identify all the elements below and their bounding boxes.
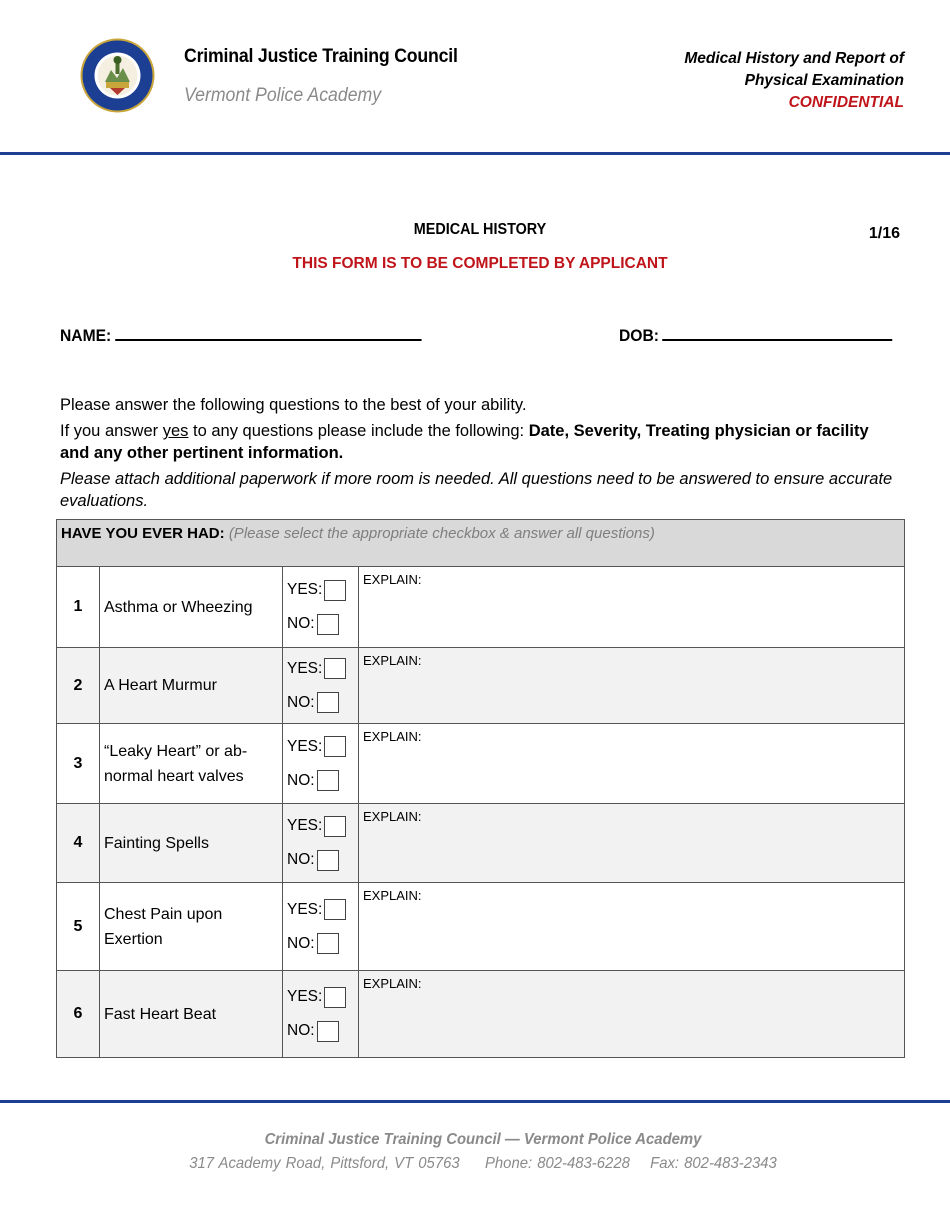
yes-label: YES: bbox=[287, 900, 323, 918]
explain-label: EXPLAIN: bbox=[363, 809, 422, 824]
yes-checkbox[interactable] bbox=[324, 816, 346, 837]
yes-checkbox[interactable] bbox=[324, 899, 346, 920]
row-condition: Chest Pain upon Exertion bbox=[100, 883, 283, 971]
page-number: 1/16 bbox=[868, 225, 900, 242]
table-header-row bbox=[57, 520, 905, 567]
no-label: NO: bbox=[287, 934, 315, 952]
no-checkbox[interactable] bbox=[317, 770, 339, 791]
footer-divider bbox=[0, 1100, 950, 1103]
yes-label: YES: bbox=[287, 817, 323, 834]
yes-label: YES: bbox=[287, 659, 323, 677]
yes-no-cell bbox=[283, 724, 359, 804]
no-checkbox[interactable] bbox=[317, 933, 339, 954]
yes-label: YES: bbox=[287, 988, 323, 1005]
no-checkbox[interactable] bbox=[317, 692, 339, 713]
row-condition: Fast Heart Beat bbox=[100, 971, 283, 1058]
yes-checkbox[interactable] bbox=[324, 736, 346, 757]
instruction-line2-pre: If you answer bbox=[60, 422, 163, 440]
instruction-line2-bold: Date, Severity, Treating physician or facility and any other pertinent information. bbox=[60, 422, 869, 462]
footer-phone: Phone: 802-483-6228 bbox=[484, 1155, 630, 1172]
instruction-line2 bbox=[60, 420, 895, 464]
explain-field[interactable] bbox=[359, 724, 905, 804]
table-row bbox=[57, 648, 905, 724]
footer-contact bbox=[34, 1155, 932, 1173]
table-header-hint: (Please select the appropriate checkbox & answer all questions) bbox=[228, 525, 655, 542]
no-label: NO: bbox=[287, 851, 315, 868]
document-title bbox=[684, 48, 904, 114]
table-header-title: HAVE YOU EVER HAD: bbox=[61, 525, 225, 542]
table-row bbox=[57, 567, 905, 648]
instruction-line1: Please answer the following questions to the best of your ability. bbox=[60, 396, 527, 414]
table-header-cell bbox=[57, 520, 905, 567]
document-title-line2: Physical Examination bbox=[744, 72, 904, 89]
row-condition: Asthma or Wheezing bbox=[100, 567, 283, 648]
row-number: 1 bbox=[57, 567, 100, 648]
explain-label: EXPLAIN: bbox=[363, 729, 422, 744]
yes-no-cell bbox=[283, 648, 359, 724]
yes-checkbox[interactable] bbox=[324, 580, 346, 601]
org-subtitle: Vermont Police Academy bbox=[184, 85, 382, 106]
table-row bbox=[57, 883, 905, 971]
table-row bbox=[57, 724, 905, 804]
dob-input-line[interactable] bbox=[663, 326, 893, 341]
explain-label: EXPLAIN: bbox=[363, 572, 422, 587]
no-label: NO: bbox=[287, 1022, 315, 1039]
table-row bbox=[57, 804, 905, 883]
row-number: 3 bbox=[57, 724, 100, 804]
instruction-line2-mid: to any questions please include the following: bbox=[188, 422, 529, 440]
footer-org: Criminal Justice Training Council — Vermont Police Academy bbox=[264, 1131, 702, 1148]
dob-field[interactable] bbox=[619, 326, 893, 346]
row-condition: A Heart Murmur bbox=[100, 648, 283, 724]
medical-history-table bbox=[56, 519, 905, 1058]
yes-label: YES: bbox=[287, 737, 323, 755]
explain-label: EXPLAIN: bbox=[363, 976, 422, 991]
yes-no-cell bbox=[283, 567, 359, 648]
row-number: 6 bbox=[57, 971, 100, 1058]
org-title: Criminal Justice Training Council bbox=[184, 46, 458, 67]
explain-label: EXPLAIN: bbox=[363, 888, 422, 903]
row-condition: “Leaky Heart” or ab-normal heart valves bbox=[100, 724, 283, 804]
instruction-line3 bbox=[60, 468, 895, 512]
name-input-line[interactable] bbox=[115, 326, 421, 341]
yes-no-cell bbox=[283, 804, 359, 883]
vermont-seal-logo bbox=[80, 38, 155, 113]
name-label: NAME: bbox=[60, 326, 112, 345]
row-number: 4 bbox=[57, 804, 100, 883]
yes-label: YES: bbox=[287, 581, 323, 598]
yes-no-cell bbox=[283, 883, 359, 971]
yes-checkbox[interactable] bbox=[324, 987, 346, 1008]
name-field[interactable] bbox=[60, 326, 421, 346]
no-checkbox[interactable] bbox=[317, 1021, 339, 1042]
no-checkbox[interactable] bbox=[317, 614, 339, 635]
instruction-yes: yes bbox=[162, 422, 189, 440]
explain-field[interactable] bbox=[359, 648, 905, 724]
row-number: 2 bbox=[57, 648, 100, 724]
row-number: 5 bbox=[57, 883, 100, 971]
no-label: NO: bbox=[287, 693, 315, 711]
footer-address: 317 Academy Road, Pittsford, VT 05763 bbox=[189, 1155, 460, 1172]
yes-checkbox[interactable] bbox=[324, 658, 346, 679]
explain-field[interactable] bbox=[359, 567, 905, 648]
explain-field[interactable] bbox=[359, 804, 905, 883]
no-label: NO: bbox=[287, 771, 315, 789]
footer-fax: Fax: 802-483-2343 bbox=[650, 1155, 777, 1172]
header-divider bbox=[0, 152, 950, 155]
row-condition: Fainting Spells bbox=[100, 804, 283, 883]
dob-label: DOB: bbox=[619, 326, 659, 345]
explain-label: EXPLAIN: bbox=[363, 653, 422, 668]
document-title-line1: Medical History and Report of bbox=[684, 50, 904, 67]
instruction-line3-text: Please attach additional paperwork if more room is needed. All questions need to be answered to ensure accurate evaluations. bbox=[60, 470, 893, 510]
applicant-notice: THIS FORM IS TO BE COMPLETED BY APPLICANT bbox=[292, 255, 668, 272]
explain-field[interactable] bbox=[359, 883, 905, 971]
form-title: MEDICAL HISTORY bbox=[413, 221, 547, 238]
no-checkbox[interactable] bbox=[317, 850, 339, 871]
table-row bbox=[57, 971, 905, 1058]
confidential-label: CONFIDENTIAL bbox=[788, 94, 904, 111]
explain-field[interactable] bbox=[359, 971, 905, 1058]
yes-no-cell bbox=[283, 971, 359, 1058]
no-label: NO: bbox=[287, 615, 315, 632]
